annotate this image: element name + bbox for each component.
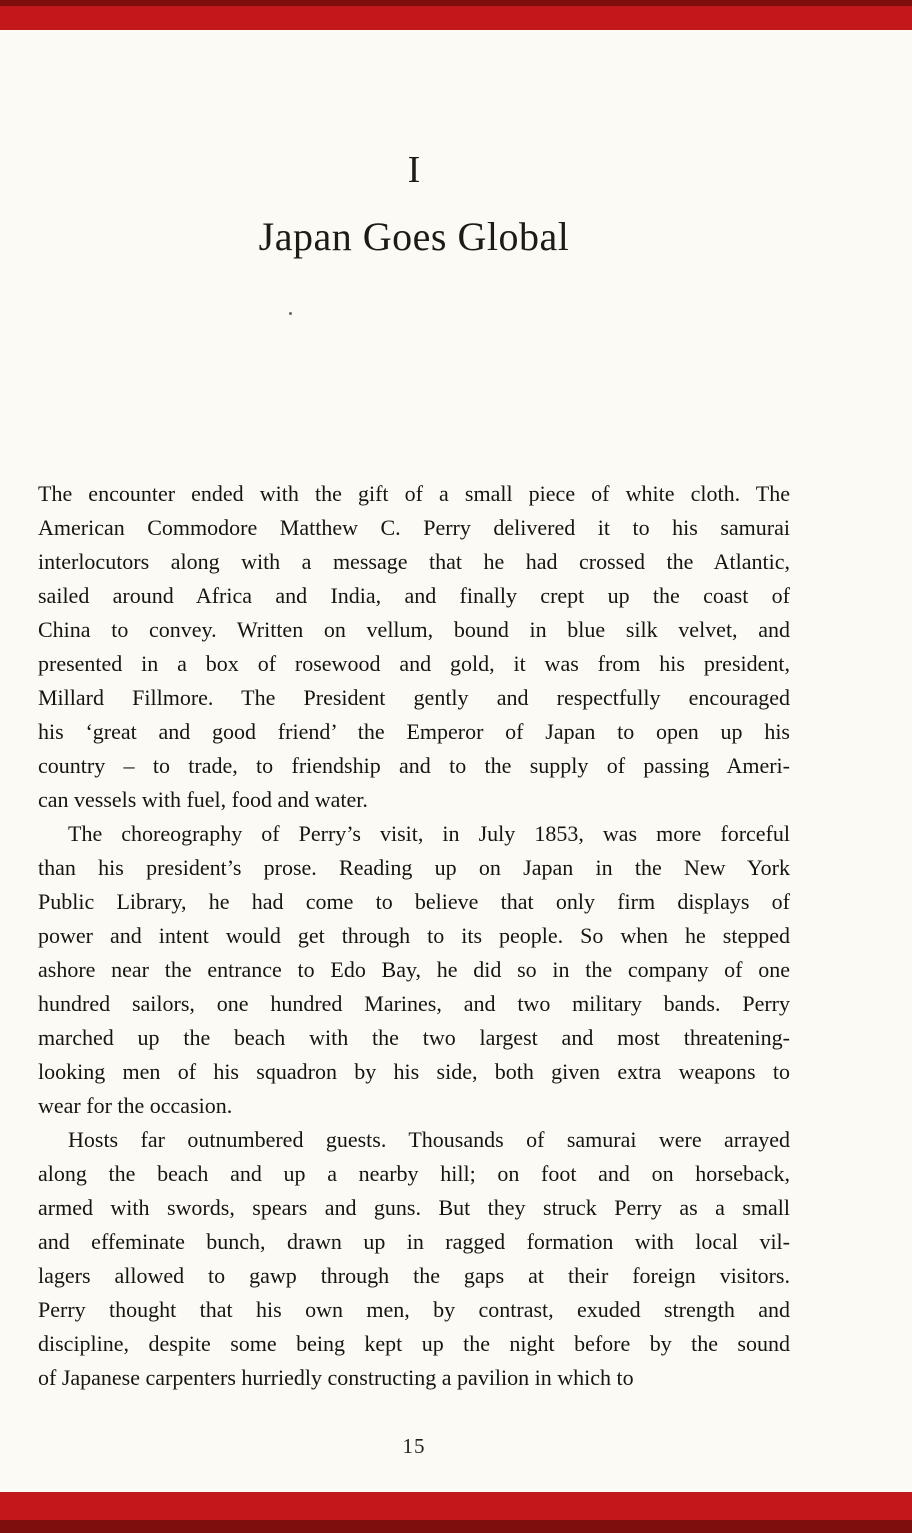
top-scan-artifact-bar [0, 0, 912, 30]
text-line: lagers allowed to gawp through the gaps at their foreign visitors. [38, 1263, 790, 1288]
text-line: China to convey. Written on vellum, bound in blue silk velvet, and [38, 617, 790, 642]
body-text [38, 477, 790, 1395]
text-line: looking men of his squadron by his side, both given extra weapons to [38, 1059, 790, 1084]
page-number: 15 [402, 1434, 426, 1458]
chapter-title: Japan Goes Global [258, 214, 570, 259]
paragraph [38, 477, 790, 817]
stray-print-mark [289, 312, 292, 315]
text-line: Public Library, he had come to believe that only firm displays of [38, 889, 790, 914]
text-line: presented in a box of rosewood and gold, it was from his president, [38, 651, 790, 676]
text-line: his ‘great and good friend’ the Emperor of Japan to open up his [38, 719, 790, 744]
paragraph [38, 1123, 790, 1395]
text-line: Millard Fillmore. The President gently and respectfully encouraged [38, 685, 790, 710]
text-line: hundred sailors, one hundred Marines, and two military bands. Perry [38, 991, 790, 1016]
text-line: sailed around Africa and India, and finally crept up the coast of [38, 583, 790, 608]
text-line: interlocutors along with a message that he had crossed the Atlantic, [38, 549, 790, 574]
text-line: country – to trade, to friendship and to the supply of passing Ameri- [38, 753, 790, 778]
text-line: marched up the beach with the two largest and most threatening- [38, 1025, 790, 1050]
text-line: discipline, despite some being kept up the night before by the sound [38, 1331, 790, 1356]
text-line: and effeminate bunch, drawn up in ragged formation with local vil- [38, 1229, 790, 1254]
text-line: of Japanese carpenters hurriedly constructing a pavilion in which to [38, 1365, 634, 1390]
chapter-number: I [407, 149, 421, 191]
text-line: along the beach and up a nearby hill; on foot and on horseback, [38, 1161, 790, 1186]
text-line: wear for the occasion. [38, 1093, 233, 1118]
bottom-scan-artifact-bar [0, 1492, 912, 1533]
text-line: can vessels with fuel, food and water. [38, 787, 368, 812]
text-line: The encounter ended with the gift of a small piece of white cloth. The [38, 481, 790, 506]
text-line: ashore near the entrance to Edo Bay, he did so in the company of one [38, 957, 790, 982]
text-line: The choreography of Perry’s visit, in July 1853, was more forceful [68, 821, 790, 846]
text-line: armed with swords, spears and guns. But they struck Perry as a small [38, 1195, 790, 1220]
paragraph [38, 817, 790, 1123]
text-line: power and intent would get through to its people. So when he stepped [38, 923, 790, 948]
text-line: Perry thought that his own men, by contrast, exuded strength and [38, 1297, 790, 1322]
text-line: Hosts far outnumbered guests. Thousands of samurai were arrayed [68, 1127, 790, 1152]
text-line: than his president’s prose. Reading up on Japan in the New York [38, 855, 790, 880]
text-line: American Commodore Matthew C. Perry delivered it to his samurai [38, 515, 790, 540]
